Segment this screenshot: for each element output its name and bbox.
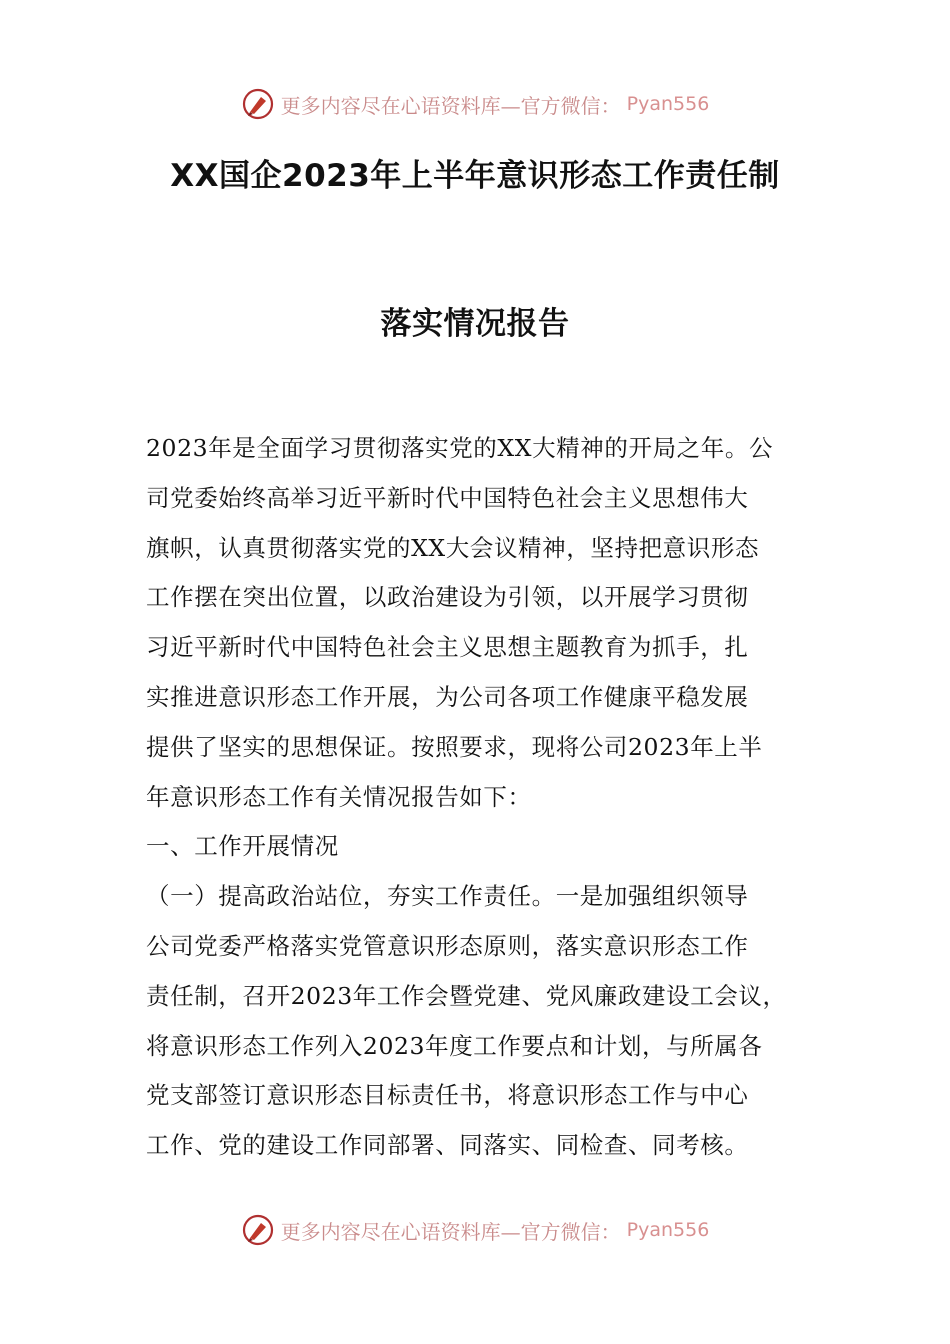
document-body xyxy=(146,424,811,1171)
body-line: 实推进意识形态工作开展，为公司各项工作健康平稳发展 xyxy=(146,682,749,711)
body-line: 公司党委严格落实党管意识形态原则，落实意识形态工作 xyxy=(146,931,749,960)
body-line: 工作、党的建设工作同部署、同落实、同检查、同考核。 xyxy=(146,1131,749,1160)
footer-watermark xyxy=(0,1210,950,1250)
pen-nib-logo-icon xyxy=(241,1213,275,1247)
pen-nib-logo-icon xyxy=(241,87,275,121)
body-line: 工作摆在突出位置，以政治建设为引领，以开展学习贯彻 xyxy=(146,583,749,612)
body-line: 习近平新时代中国特色社会主义思想主题教育为抓手，扎 xyxy=(146,633,749,662)
body-line: 2023年是全面学习贯彻落实党的XX大精神的开局之年。公 xyxy=(146,434,774,462)
body-line: 旗帜，认真贯彻落实党的XX大会议精神，坚持把意识形态 xyxy=(146,533,760,562)
body-line: 司党委始终高举习近平新时代中国特色社会主义思想伟大 xyxy=(146,483,749,512)
body-line: 将意识形态工作列入2023年度工作要点和计划，与所属各 xyxy=(146,1031,763,1060)
document-title-line2: 落实情况报告 xyxy=(380,306,570,342)
watermark-text: 更多内容尽在心语资料库—官方微信： xyxy=(280,93,621,118)
body-line: 责任制，召开2023年工作会暨党建、党风廉政建设工会议， xyxy=(146,981,787,1010)
watermark-wechat-id: Pyan556 xyxy=(626,1219,710,1241)
watermark-wechat-id: Pyan556 xyxy=(626,93,710,115)
body-line: 提供了坚实的思想保证。按照要求，现将公司2023年上半 xyxy=(146,732,763,761)
section-heading: 一、工作开展情况 xyxy=(146,832,339,861)
body-line: 年意识形态工作有关情况报告如下： xyxy=(146,782,532,811)
header-watermark xyxy=(0,84,950,124)
body-line: 党支部签订意识形态目标责任书，将意识形态工作与中心 xyxy=(146,1081,749,1110)
document-title-line1: XX国企2023年上半年意识形态工作责任制 xyxy=(170,158,780,194)
body-line: （一）提高政治站位，夯实工作责任。一是加强组织领导 xyxy=(146,882,749,911)
watermark-text: 更多内容尽在心语资料库—官方微信： xyxy=(280,1219,621,1244)
